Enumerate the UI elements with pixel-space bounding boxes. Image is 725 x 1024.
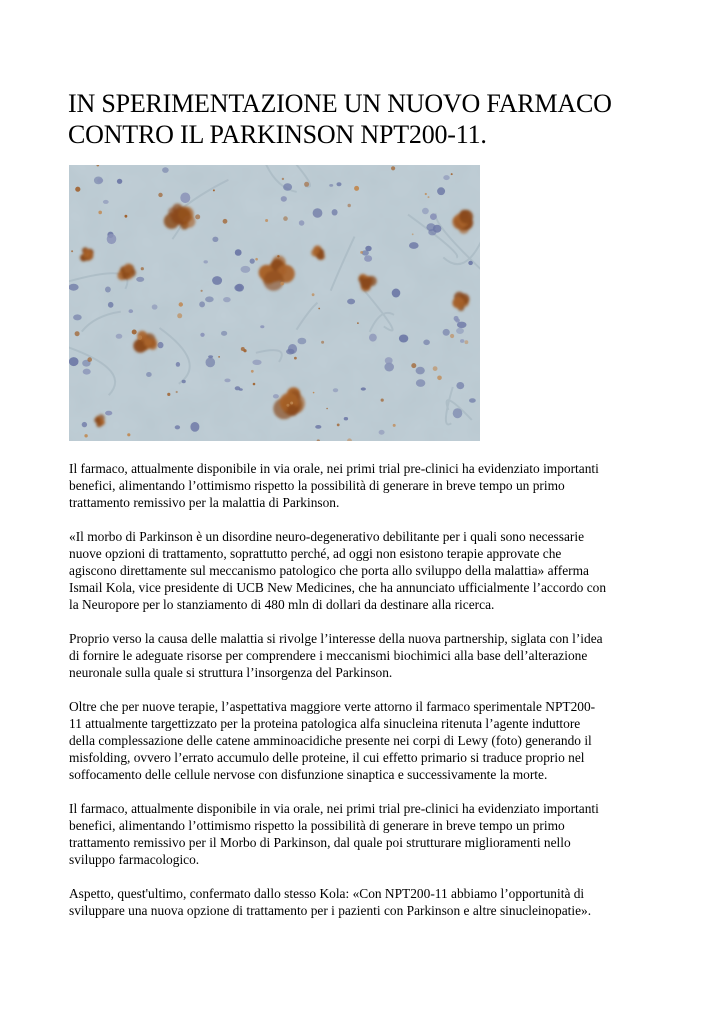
pigment-speck	[158, 193, 162, 197]
paragraph	[69, 630, 669, 681]
cell-nucleus	[392, 289, 401, 298]
pigment-speck	[141, 267, 144, 270]
pigment-speck	[213, 189, 215, 191]
pigment-speck	[277, 255, 279, 257]
cell-nucleus	[332, 209, 338, 215]
cell-nucleus	[337, 182, 342, 186]
pigment-speck	[451, 173, 453, 175]
cell-nucleus	[235, 284, 244, 292]
text-line: Ismail Kola, vice presidente di UCB New Medicines, che ha annunciato ufficialmente l’accordo con	[69, 580, 607, 595]
pigment-speck	[282, 178, 284, 180]
cell-nucleus	[468, 261, 473, 265]
cell-nucleus	[453, 408, 463, 418]
pigment-speck	[177, 313, 182, 318]
cell-nucleus	[399, 335, 408, 343]
pigment-speck	[294, 357, 297, 360]
cell-nucleus	[423, 340, 430, 346]
pigment-speck	[265, 219, 268, 222]
cell-nucleus	[206, 358, 216, 368]
cell-nucleus	[273, 394, 279, 398]
pigment-speck	[167, 393, 170, 396]
text-line: Oltre che per nuove terapie, l’aspettativa maggiore verte attorno il farmaco sperimentale NPT200-	[69, 699, 596, 714]
cell-nucleus	[456, 382, 464, 389]
cell-nucleus	[97, 178, 103, 183]
cell-nucleus	[235, 249, 242, 256]
cell-nucleus	[313, 208, 323, 217]
cell-nucleus	[409, 242, 419, 249]
cell-nucleus	[223, 297, 231, 302]
text-line: trattamento remissivo per il Morbo di Parkinson, dal quale poi strutturare miglioramenti nello	[69, 835, 571, 850]
pigment-speck	[450, 334, 454, 338]
pigment-speck	[218, 356, 220, 358]
cell-nucleus	[422, 208, 429, 214]
pigment-speck	[304, 182, 309, 187]
pigment-speck	[360, 251, 363, 254]
paragraph	[69, 885, 669, 919]
cell-nucleus	[69, 284, 79, 291]
text-line: Aspetto, quest'ultimo, confermato dallo stesso Kola: «Con NPT200-11 abbiamo l’opportunità di	[69, 886, 585, 901]
pigment-speck	[290, 402, 293, 405]
cell-nucleus	[116, 334, 123, 339]
cell-nucleus	[204, 260, 208, 263]
pigment-speck	[313, 392, 315, 394]
pigment-speck	[75, 187, 80, 192]
cell-nucleus	[105, 411, 112, 416]
pigment-speck	[348, 204, 351, 207]
pigment-speck	[201, 290, 203, 292]
cell-nucleus	[469, 398, 476, 403]
cell-nucleus	[224, 379, 230, 383]
cell-nucleus	[200, 333, 204, 337]
text-line: sviluppare una nuova opzione di trattamento per i pazienti con Parkinson e altre sinucleinopatie».	[69, 903, 592, 918]
text-line: la Neuropore per lo stanziamento di 480 mln di dollari da destinare alla ricerca.	[69, 597, 495, 612]
text-line: «Il morbo di Parkinson è un disordine neuro-degenerativo debilitante per i quali sono necessarie	[69, 529, 585, 544]
cell-nucleus	[333, 388, 338, 392]
cell-nucleus	[260, 325, 264, 328]
title-line: CONTRO IL PARKINSON NPT200-11.	[68, 120, 487, 149]
pigment-speck	[195, 214, 200, 219]
cell-nucleus	[443, 329, 450, 336]
cell-nucleus	[83, 369, 91, 375]
cell-nucleus	[281, 196, 287, 202]
text-line: neuronale sulla quale si struttura l’insorgenza del Parkinson.	[69, 665, 393, 680]
text-line: agiscono direttamente sul meccanismo patologico che porta allo sviluppo della malattia» afferma	[69, 563, 589, 578]
text-line: sviluppo farmacologico.	[69, 852, 200, 867]
pigment-speck	[433, 366, 438, 371]
cell-nucleus	[250, 259, 255, 264]
pigment-speck	[179, 302, 183, 306]
lewy-body-micrograph	[69, 165, 480, 441]
cell-nucleus	[347, 299, 355, 305]
cell-nucleus	[162, 167, 169, 173]
cell-nucleus	[212, 276, 222, 285]
pigment-speck	[321, 341, 324, 344]
pigment-speck	[357, 322, 359, 324]
cell-nucleus	[212, 237, 218, 242]
pigment-speck	[138, 335, 143, 340]
pigment-speck	[465, 340, 469, 344]
paragraph	[69, 528, 669, 613]
text-line: trattamento remissivo per la malattia di Parkinson.	[69, 495, 340, 510]
cell-nucleus	[437, 187, 445, 195]
pigment-speck	[425, 193, 427, 195]
cell-nucleus	[315, 425, 321, 429]
pigment-speck	[280, 282, 284, 286]
pigment-speck	[75, 331, 80, 336]
cell-nucleus	[69, 357, 79, 366]
pigment-speck	[337, 424, 340, 427]
paragraph	[69, 698, 669, 783]
cell-nucleus	[117, 179, 122, 184]
cell-nucleus	[241, 266, 251, 273]
cell-nucleus	[221, 331, 227, 336]
text-line: della complessazione delle catene amminoacidiche presente nei corpi di Lewy (foto) generando il	[69, 733, 592, 748]
pigment-speck	[283, 216, 288, 221]
title-line: IN SPERIMENTAZIONE UN NUOVO FARMACO	[68, 89, 612, 118]
pigment-speck	[412, 233, 414, 235]
cell-nucleus	[364, 255, 372, 262]
cell-nucleus	[456, 328, 464, 334]
pigment-speck	[326, 408, 328, 410]
article-body	[69, 460, 669, 936]
article-title	[68, 88, 668, 150]
text-line: misfolding, ovvero l’errato accumulo delle proteine, il cui effetto primario si traduce proprio nel	[69, 750, 585, 765]
text-line: soffocamento delle cellule nervose con disfunzione sinaptica e successivamente la morte.	[69, 767, 548, 782]
cell-nucleus	[443, 175, 449, 180]
pigment-speck	[84, 434, 87, 437]
paragraph	[69, 460, 669, 511]
text-line: benefici, alimentando l’ottimismo rispetto la possibilità di generare in breve tempo un primo	[69, 818, 565, 833]
pigment-speck	[223, 219, 228, 224]
pigment-speck	[241, 347, 245, 351]
cell-nucleus	[385, 357, 393, 364]
pigment-speck	[437, 376, 442, 381]
cell-nucleus	[158, 342, 164, 348]
cell-nucleus	[460, 339, 464, 343]
pigment-speck	[318, 308, 320, 310]
cell-nucleus	[108, 302, 114, 308]
pigment-speck	[251, 370, 254, 373]
cell-nucleus	[329, 184, 333, 187]
pigment-speck	[125, 215, 128, 218]
cell-nucleus	[176, 362, 180, 367]
pigment-speck	[98, 211, 102, 215]
pigment-speck	[391, 166, 395, 170]
cell-nucleus	[252, 360, 261, 365]
pigment-speck	[312, 293, 315, 296]
cell-nucleus	[361, 387, 366, 390]
cell-nucleus	[146, 372, 152, 377]
cell-nucleus	[105, 287, 111, 293]
pigment-speck	[411, 363, 416, 368]
pigment-speck	[393, 424, 396, 427]
text-line: Il farmaco, attualmente disponibile in via orale, nei primi trial pre-clinici ha evidenziato importanti	[69, 801, 599, 816]
cell-nucleus	[205, 296, 214, 302]
cell-nucleus	[182, 380, 186, 383]
cell-nucleus	[416, 379, 425, 387]
cell-nucleus	[365, 246, 371, 252]
text-line: nuove opzioni di trattamento, soprattutto perché, ad oggi non esistono terapie approvate che	[69, 546, 562, 561]
cell-nucleus	[416, 367, 425, 375]
pigment-speck	[253, 383, 256, 386]
cell-nucleus	[175, 425, 180, 429]
pigment-speck	[381, 399, 384, 402]
pigment-speck	[428, 196, 430, 198]
pigment-speck	[286, 404, 289, 407]
text-line: 11 attualmente targettizzato per la proteina patologica alfa sinucleina ritenuta l’agente induttore	[69, 716, 581, 731]
cell-nucleus	[344, 417, 348, 420]
pigment-speck	[71, 250, 73, 252]
pigment-speck	[87, 357, 92, 362]
cell-nucleus	[82, 422, 87, 427]
text-line: benefici, alimentando l’ottimismo rispetto la possibilità di generare in breve tempo un primo	[69, 478, 565, 493]
cell-nucleus	[103, 200, 109, 204]
paragraph	[69, 800, 669, 868]
cell-nucleus	[428, 229, 436, 235]
pigment-speck	[127, 433, 130, 436]
cell-nucleus	[129, 309, 134, 313]
cell-nucleus	[199, 301, 205, 307]
cell-nucleus	[283, 183, 292, 191]
cell-nucleus	[454, 316, 459, 321]
pigment-speck	[132, 330, 137, 335]
pigment-speck	[176, 391, 178, 393]
pigment-speck	[354, 186, 359, 191]
text-line: Proprio verso la causa delle malattia si rivolge l’interesse della nuova partnership, siglata con l’idea	[69, 631, 603, 646]
cell-nucleus	[379, 430, 385, 435]
cell-nucleus	[239, 388, 243, 391]
cell-nucleus	[73, 314, 82, 320]
cell-nucleus	[430, 213, 437, 220]
cell-nucleus	[136, 277, 144, 282]
cell-nucleus	[180, 193, 190, 204]
cell-nucleus	[299, 220, 305, 225]
cell-nucleus	[152, 304, 158, 309]
cell-nucleus	[457, 322, 467, 328]
text-line: Il farmaco, attualmente disponibile in via orale, nei primi trial pre-clinici ha evidenziato importanti	[69, 461, 599, 476]
text-line: di fornire le adeguate risorse per comprendere i meccanismi biochimici alla base dell’alterazione	[69, 648, 588, 663]
cell-nucleus	[298, 338, 307, 345]
cell-nucleus	[107, 234, 117, 244]
cell-nucleus	[369, 334, 377, 342]
cell-nucleus	[190, 422, 199, 432]
cell-nucleus	[288, 344, 297, 354]
pigment-speck	[255, 258, 258, 261]
